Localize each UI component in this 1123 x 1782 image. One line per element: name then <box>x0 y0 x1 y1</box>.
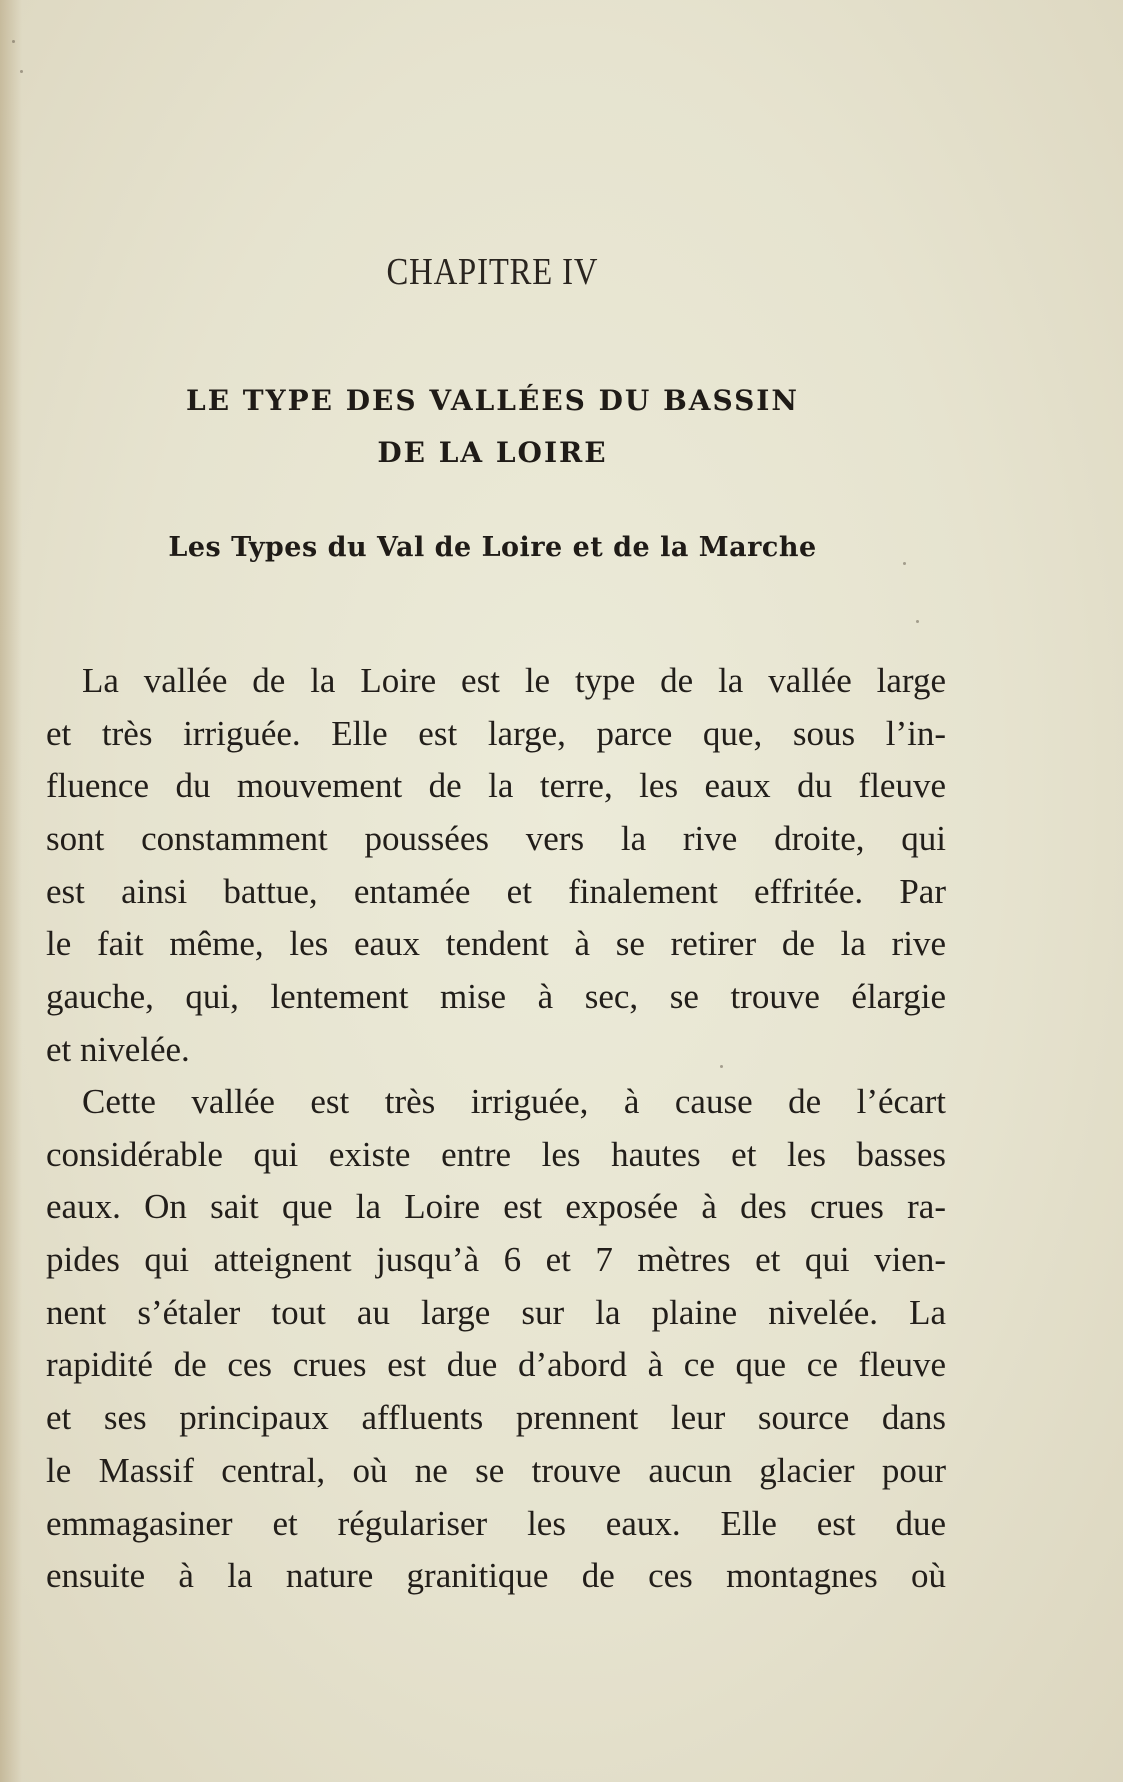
text-line: gauche, qui, lentement mise à sec, se trouve élargie <box>46 977 946 1017</box>
text-line: et ses principaux affluents prennent leur source dans <box>46 1398 946 1438</box>
chapter-title-line-1: LE TYPE DES VALLÉES DU BASSIN <box>186 384 799 417</box>
text-line: fluence du mouvement de la terre, les eaux du fleuve <box>46 766 946 806</box>
section-subtitle: Les Types du Val de Loire et de la Marche <box>168 532 817 563</box>
chapter-number: CHAPITRE IV <box>386 251 599 293</box>
text-line: Cette vallée est très irriguée, à cause de l’écart <box>82 1082 946 1121</box>
text-line: considérable qui existe entre les hautes et les basses <box>46 1134 946 1174</box>
text-line: le Massif central, où ne se trouve aucun glacier pour <box>46 1450 946 1490</box>
text-line: nent s’étaler tout au large sur la plaine nivelée. La <box>46 1292 946 1332</box>
text-line: est ainsi battue, entamée et finalement effritée. Par <box>46 871 946 911</box>
chapter-title-line-2: DE LA LOIRE <box>377 436 608 469</box>
text-line: rapidité de ces crues est due d’abord à ce que ce fleuve <box>46 1345 946 1385</box>
page-edge-shadow <box>0 0 22 1782</box>
paper-speck <box>12 40 15 43</box>
paragraph-2 <box>46 1076 946 1603</box>
text-line: eaux. On sait que la Loire est exposée à des crues ra- <box>46 1187 946 1227</box>
paper-speck <box>916 620 919 623</box>
paper-speck <box>903 562 906 565</box>
text-line: emmagasiner et régulariser les eaux. Elle est due <box>46 1503 946 1543</box>
paper-speck <box>20 70 23 73</box>
paragraph-1 <box>46 655 946 1077</box>
text-line: La vallée de la Loire est le type de la vallée large <box>82 661 946 700</box>
text-line: et nivelée. <box>46 1029 190 1069</box>
text-line: sont constamment poussées vers la rive droite, qui <box>46 819 946 859</box>
text-line: le fait même, les eaux tendent à se retirer de la rive <box>46 924 946 964</box>
paper-speck <box>720 1065 723 1068</box>
text-line: pides qui atteignent jusqu’à 6 et 7 mètres et qui vien- <box>46 1240 946 1280</box>
text-line: et très irriguée. Elle est large, parce que, sous l’in- <box>46 713 946 753</box>
text-line: ensuite à la nature granitique de ces montagnes où <box>46 1556 946 1596</box>
